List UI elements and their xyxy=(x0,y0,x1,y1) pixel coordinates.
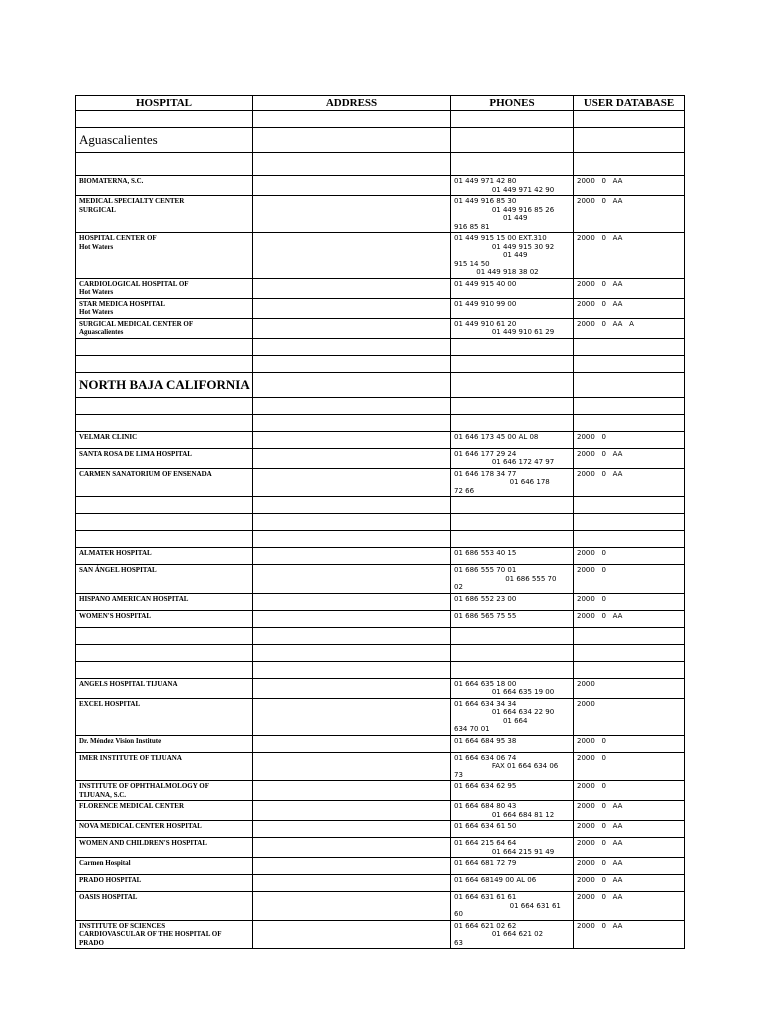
hospital-name: HISPANO AMERICAN HOSPITAL xyxy=(76,593,253,610)
empty-cell xyxy=(76,627,253,644)
address-cell xyxy=(253,233,451,279)
table-row xyxy=(76,735,685,752)
blank-row xyxy=(76,397,685,414)
hospital-name: VELMAR CLINIC xyxy=(76,431,253,448)
table-row xyxy=(76,431,685,448)
user-database-cell: 2000 0 AA xyxy=(574,801,685,821)
address-cell xyxy=(253,593,451,610)
phones-cell: 01 664 621 02 62 01 664 621 02 63 xyxy=(451,920,574,949)
address-cell xyxy=(253,298,451,318)
phones-cell: 01 664 684 95 38 xyxy=(451,735,574,752)
header-hospital: HOSPITAL xyxy=(76,96,253,111)
empty-cell xyxy=(451,111,574,128)
user-database-cell: 2000 0 xyxy=(574,781,685,801)
empty-cell xyxy=(76,397,253,414)
hospital-name: WOMEN'S HOSPITAL xyxy=(76,610,253,627)
empty-cell xyxy=(574,627,685,644)
address-cell xyxy=(253,858,451,875)
table-row xyxy=(76,781,685,801)
phones-cell: 01 664 215 64 64 01 664 215 91 49 xyxy=(451,838,574,858)
user-database-cell: 2000 0 AA xyxy=(574,196,685,233)
user-database-cell: 2000 0 AA xyxy=(574,468,685,497)
address-cell xyxy=(253,821,451,838)
blank-row xyxy=(76,153,685,176)
address-cell xyxy=(253,468,451,497)
hospital-name: BIOMATERNA, S.C. xyxy=(76,176,253,196)
empty-cell xyxy=(76,531,253,548)
empty-cell xyxy=(253,153,451,176)
hospital-name: ALMATER HOSPITAL xyxy=(76,548,253,565)
hospital-name: MEDICAL SPECIALTY CENTER SURGICAL xyxy=(76,196,253,233)
phones-cell: 01 664 68149 00 AL 06 xyxy=(451,875,574,892)
header-address: ADDRESS xyxy=(253,96,451,111)
address-cell xyxy=(253,838,451,858)
empty-cell xyxy=(253,497,451,514)
user-database-cell: 2000 0 AA xyxy=(574,920,685,949)
hospital-name: OASIS HOSPITAL xyxy=(76,892,253,921)
table-row xyxy=(76,548,685,565)
empty-cell xyxy=(574,644,685,661)
user-database-cell: 2000 0 AA xyxy=(574,233,685,279)
address-cell xyxy=(253,781,451,801)
hospital-name: Carmen Hospital xyxy=(76,858,253,875)
blank-row xyxy=(76,338,685,355)
user-database-cell: 2000 0 AA xyxy=(574,892,685,921)
header-phones: PHONES xyxy=(451,96,574,111)
address-cell xyxy=(253,318,451,338)
phones-cell: 01 664 631 61 61 01 664 631 61 60 xyxy=(451,892,574,921)
empty-cell xyxy=(574,661,685,678)
section-row xyxy=(76,128,685,153)
phones-cell: 01 686 555 70 01 01 686 555 70 02 xyxy=(451,565,574,594)
empty-cell xyxy=(76,153,253,176)
empty-cell xyxy=(76,661,253,678)
empty-cell xyxy=(574,414,685,431)
phones-cell: 01 449 971 42 80 01 449 971 42 90 xyxy=(451,176,574,196)
hospital-name: INSTITUTE OF SCIENCES CARDIOVASCULAR OF THE HOSPITAL OF PRADO xyxy=(76,920,253,949)
empty-cell xyxy=(76,514,253,531)
phones-cell: 01 449 916 85 30 01 449 916 85 26 01 449 916 85 81 xyxy=(451,196,574,233)
blank-row xyxy=(76,355,685,372)
phones-cell: 01 664 634 62 95 xyxy=(451,781,574,801)
phones-cell: 01 449 915 15 00 EXT.310 01 449 915 30 92 01 449 915 14 50 01 449 918 38 02 xyxy=(451,233,574,279)
phones-cell: 01 664 635 18 00 01 664 635 19 00 xyxy=(451,678,574,698)
empty-cell xyxy=(253,128,451,153)
user-database-cell: 2000 0 xyxy=(574,565,685,594)
user-database-cell: 2000 0 AA xyxy=(574,176,685,196)
phones-cell: 01 664 681 72 79 xyxy=(451,858,574,875)
hospital-name: CARMEN SANATORIUM OF ENSENADA xyxy=(76,468,253,497)
user-database-cell: 2000 0 xyxy=(574,593,685,610)
empty-cell xyxy=(451,644,574,661)
address-cell xyxy=(253,875,451,892)
address-cell xyxy=(253,176,451,196)
hospital-name: SAN ÁNGEL HOSPITAL xyxy=(76,565,253,594)
table-row xyxy=(76,176,685,196)
empty-cell xyxy=(253,514,451,531)
hospital-name: ANGELS HOSPITAL TIJUANA xyxy=(76,678,253,698)
hospital-name: Dr. Méndez Vision Institute xyxy=(76,735,253,752)
user-database-cell: 2000 0 xyxy=(574,752,685,781)
address-cell xyxy=(253,278,451,298)
empty-cell xyxy=(451,514,574,531)
table-body xyxy=(76,111,685,949)
user-database-cell: 2000 0 AA xyxy=(574,448,685,468)
table-row xyxy=(76,448,685,468)
empty-cell xyxy=(76,355,253,372)
user-database-cell: 2000 0 AA xyxy=(574,278,685,298)
phones-cell: 01 646 178 34 77 01 646 178 72 66 xyxy=(451,468,574,497)
empty-cell xyxy=(574,514,685,531)
empty-cell xyxy=(451,372,574,397)
user-database-cell: 2000 0 AA xyxy=(574,298,685,318)
user-database-cell: 2000 0 AA xyxy=(574,610,685,627)
section-title: NORTH BAJA CALIFORNIA xyxy=(76,372,253,397)
hospital-name: INSTITUTE OF OPHTHALMOLOGY OF TIJUANA, S.C. xyxy=(76,781,253,801)
empty-cell xyxy=(451,355,574,372)
empty-cell xyxy=(253,111,451,128)
empty-cell xyxy=(451,153,574,176)
empty-cell xyxy=(574,128,685,153)
empty-cell xyxy=(76,414,253,431)
empty-cell xyxy=(253,338,451,355)
empty-cell xyxy=(253,372,451,397)
address-cell xyxy=(253,752,451,781)
table-row xyxy=(76,821,685,838)
phones-cell: 01 664 634 06 74 FAX 01 664 634 06 73 xyxy=(451,752,574,781)
table-row xyxy=(76,920,685,949)
hospital-name: WOMEN AND CHILDREN'S HOSPITAL xyxy=(76,838,253,858)
header-user-database: USER DATABASE xyxy=(574,96,685,111)
section-row xyxy=(76,372,685,397)
address-cell xyxy=(253,920,451,949)
user-database-cell: 2000 0 AA xyxy=(574,875,685,892)
phones-cell: 01 646 173 45 00 AL 08 xyxy=(451,431,574,448)
blank-row xyxy=(76,414,685,431)
empty-cell xyxy=(574,111,685,128)
address-cell xyxy=(253,735,451,752)
table-row xyxy=(76,593,685,610)
empty-cell xyxy=(253,414,451,431)
empty-cell xyxy=(451,497,574,514)
empty-cell xyxy=(253,531,451,548)
user-database-cell: 2000 xyxy=(574,698,685,735)
user-database-cell: 2000 0 xyxy=(574,735,685,752)
empty-cell xyxy=(451,661,574,678)
table-row xyxy=(76,298,685,318)
user-database-cell: 2000 0 xyxy=(574,431,685,448)
hospital-name: NOVA MEDICAL CENTER HOSPITAL xyxy=(76,821,253,838)
phones-cell: 01 686 552 23 00 xyxy=(451,593,574,610)
empty-cell xyxy=(451,531,574,548)
phones-cell: 01 686 553 40 15 xyxy=(451,548,574,565)
address-cell xyxy=(253,565,451,594)
address-cell xyxy=(253,698,451,735)
address-cell xyxy=(253,548,451,565)
user-database-cell: 2000 0 AA xyxy=(574,858,685,875)
user-database-cell: 2000 xyxy=(574,678,685,698)
table-row xyxy=(76,892,685,921)
hospital-name: PRADO HOSPITAL xyxy=(76,875,253,892)
phones-cell: 01 664 634 61 50 xyxy=(451,821,574,838)
address-cell xyxy=(253,196,451,233)
empty-cell xyxy=(76,497,253,514)
user-database-cell: 2000 0 xyxy=(574,548,685,565)
table-row xyxy=(76,858,685,875)
hospital-table xyxy=(75,95,685,949)
header-row xyxy=(76,96,685,111)
table-row xyxy=(76,318,685,338)
empty-cell xyxy=(451,627,574,644)
table-row xyxy=(76,698,685,735)
hospital-name: FLORENCE MEDICAL CENTER xyxy=(76,801,253,821)
address-cell xyxy=(253,448,451,468)
hospital-name: IMER INSTITUTE OF TIJUANA xyxy=(76,752,253,781)
hospital-name: SANTA ROSA DE LIMA HOSPITAL xyxy=(76,448,253,468)
blank-row xyxy=(76,644,685,661)
empty-cell xyxy=(574,338,685,355)
address-cell xyxy=(253,678,451,698)
empty-cell xyxy=(253,397,451,414)
empty-cell xyxy=(451,397,574,414)
table-row xyxy=(76,233,685,279)
phones-cell: 01 664 684 80 43 01 664 684 81 12 xyxy=(451,801,574,821)
empty-cell xyxy=(574,372,685,397)
empty-cell xyxy=(574,497,685,514)
empty-cell xyxy=(76,338,253,355)
hospital-name: STAR MEDICA HOSPITAL Hot Waters xyxy=(76,298,253,318)
table-row xyxy=(76,801,685,821)
table-row xyxy=(76,752,685,781)
address-cell xyxy=(253,431,451,448)
hospital-name: HOSPITAL CENTER OF Hot Waters xyxy=(76,233,253,279)
phones-cell: 01 449 915 40 00 xyxy=(451,278,574,298)
phones-cell: 01 664 634 34 34 01 664 634 22 90 01 664 634 70 01 xyxy=(451,698,574,735)
empty-cell xyxy=(253,661,451,678)
blank-row xyxy=(76,627,685,644)
section-title: Aguascalientes xyxy=(76,128,253,153)
empty-cell xyxy=(574,355,685,372)
blank-row xyxy=(76,514,685,531)
empty-cell xyxy=(574,531,685,548)
blank-row xyxy=(76,661,685,678)
address-cell xyxy=(253,801,451,821)
hospital-name: SURGICAL MEDICAL CENTER OF Aguascalientes xyxy=(76,318,253,338)
empty-cell xyxy=(76,644,253,661)
empty-cell xyxy=(451,338,574,355)
user-database-cell: 2000 0 AA A xyxy=(574,318,685,338)
table-row xyxy=(76,875,685,892)
table-row xyxy=(76,196,685,233)
address-cell xyxy=(253,610,451,627)
blank-row xyxy=(76,111,685,128)
empty-cell xyxy=(253,627,451,644)
phones-cell: 01 449 910 61 20 01 449 910 61 29 xyxy=(451,318,574,338)
hospital-name: CARDIOLOGICAL HOSPITAL OF Hot Waters xyxy=(76,278,253,298)
empty-cell xyxy=(574,397,685,414)
table-row xyxy=(76,678,685,698)
hospital-directory-sheet xyxy=(75,95,685,949)
table-row xyxy=(76,838,685,858)
hospital-name: EXCEL HOSPITAL xyxy=(76,698,253,735)
address-cell xyxy=(253,892,451,921)
empty-cell xyxy=(451,128,574,153)
empty-cell xyxy=(451,414,574,431)
empty-cell xyxy=(76,111,253,128)
blank-row xyxy=(76,531,685,548)
empty-cell xyxy=(574,153,685,176)
table-row xyxy=(76,468,685,497)
empty-cell xyxy=(253,355,451,372)
phones-cell: 01 686 565 75 55 xyxy=(451,610,574,627)
table-row xyxy=(76,278,685,298)
table-row xyxy=(76,610,685,627)
user-database-cell: 2000 0 AA xyxy=(574,838,685,858)
empty-cell xyxy=(253,644,451,661)
user-database-cell: 2000 0 AA xyxy=(574,821,685,838)
blank-row xyxy=(76,497,685,514)
table-row xyxy=(76,565,685,594)
phones-cell: 01 646 177 29 24 01 646 172 47 97 xyxy=(451,448,574,468)
phones-cell: 01 449 910 99 00 xyxy=(451,298,574,318)
